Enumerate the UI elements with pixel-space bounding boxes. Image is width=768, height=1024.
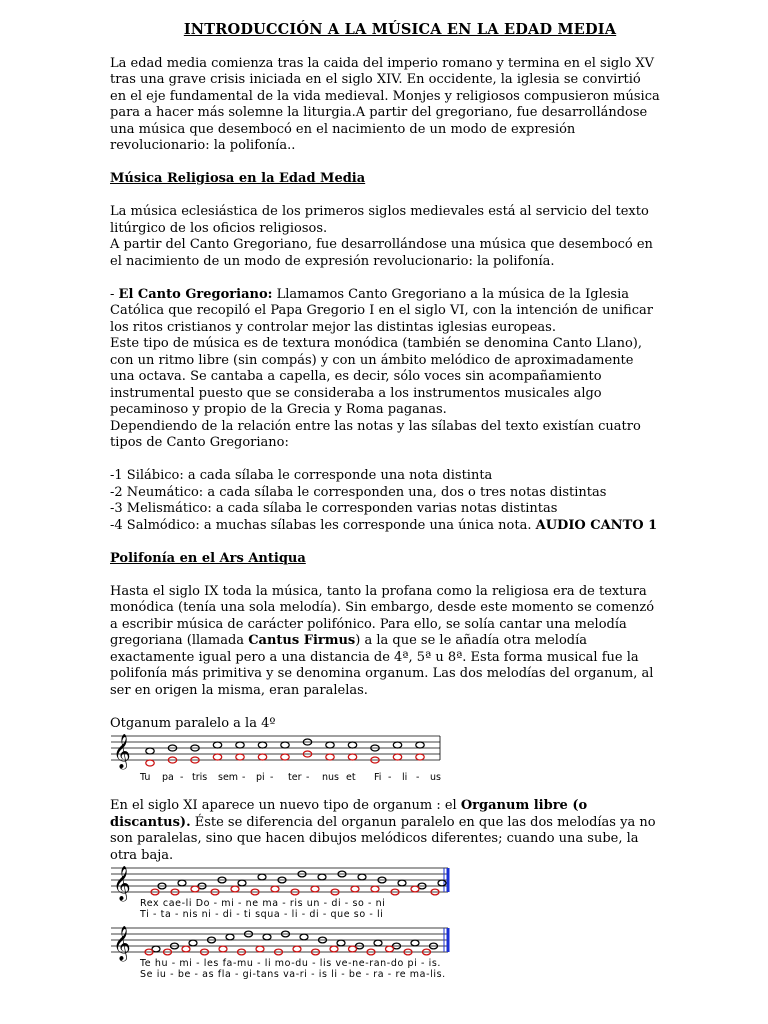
page-title: INTRODUCCIÓN A LA MÚSICA EN LA EDAD MEDIA [183,21,617,38]
note-head [146,748,154,754]
note-head [213,754,221,760]
note-head [393,754,401,760]
note-head [386,946,394,952]
note-head [416,742,424,748]
note-head [189,940,197,946]
note-head [238,880,246,886]
lyric-syllable: sem [218,772,239,783]
score-lyric-line: Rex cae-li Do - mi - ne ma - ris un - di - so - ni [140,898,386,909]
note-head [256,946,264,952]
treble-clef-icon: 𝄞 [113,926,131,961]
lyric-syllable: tris [192,772,208,783]
organum-libre-term: Organum libre (o discantus). [110,798,588,830]
lyric-syllable: - [306,772,310,783]
note-head [326,742,334,748]
types-intro-paragraph: Dependiendo de la relación entre las notas y las sílabas del texto existían cuatro tipos de Canto Gregoriano: [110,418,641,450]
note-head [348,742,356,748]
polyphony-paragraph [110,584,660,700]
chant-type-item: -2 Neumático: a cada sílaba le corresponden una, dos o tres notas distintas [110,484,607,500]
gregorian-dash: - [110,286,119,302]
note-head [258,874,266,880]
document-page [110,22,660,984]
lyric-syllable: Tu [140,772,151,783]
note-head [226,934,234,940]
texture-paragraph: Este tipo de música es de textura monódica (también se denomina Canto Llano), con un ritmo libre (sin compás) y con un ámbito melódico de aproximadamente una octava. Se cantaba a capella, es decir, sólo voces sin acompañamiento instrumental puesto que se consideraba a los instrumentos musicales algo pecaminoso y propio de la Grecia y Roma paganas. [110,336,642,417]
note-head [178,880,186,886]
note-head [236,742,244,748]
treble-clef-icon: 𝄞 [113,866,131,901]
note-head [258,754,266,760]
lyric-syllable: us [430,772,441,783]
free-organum-paragraph [110,798,660,864]
lyric-syllable: li [402,772,408,783]
note-head [318,874,326,880]
note-head [393,742,401,748]
note-head [213,742,221,748]
religious-paragraph-2: A partir del Canto Gregoriano, fue desarrollándose una música que desembocó en el nacimiento de un modo de expresión revolucionario: la polifonía. [110,237,653,269]
gregorian-chant-definition: Llamamos Canto Gregoriano a la música de la Iglesia Católica que recopiló el Papa Gregorio I en el siglo VI, con la intención de unificar los ritos cristianos y controlar mejor las distintas iglesias europeas. [110,286,653,335]
lyric-syllable: ter [288,772,302,783]
note-head [411,940,419,946]
chant-type-item: -3 Melismático: a cada sílaba le corresponden varias notas distintas [110,501,558,516]
example-label: Otganum paralelo a la 4º [110,715,276,731]
treble-clef-icon: 𝄞 [113,734,131,769]
parallel-organum-staff [110,732,450,784]
note-head [219,946,227,952]
note-head [263,934,271,940]
cantus-firmus-term: Cantus Firmus [248,633,356,648]
note-head [300,934,308,940]
note-head [281,742,289,748]
note-head [330,946,338,952]
note-head [231,886,239,892]
note-head [351,886,359,892]
free-organum-text-b: Éste se diferencia del organun paralelo en que las dos melodías ya no son paralelas, sino que hacen dibujos melódicos diferentes; cuando una sube, la otra baja. [110,814,656,863]
chant-type-item [110,518,660,535]
chant-type-text: -4 Salmódico: a muchas sílabas les corresponde una única nota. [110,517,536,533]
audio-canto-link[interactable]: AUDIO CANTO 1 [535,517,658,533]
intro-paragraph: La edad media comienza tras la caida del imperio romano y termina en el siglo XV tras una grave crisis iniciada en el siglo XIV. En occidente, la iglesia se convirtió en el eje fundamental de la vida medieval. Monjes y religiosos compusieron música para a hacer más solemne la liturgia.A partir del gregoriano, fue desarrollándose una música que desembocó en el nacimiento de un modo de expresión revolucionario: la polifonía.. [110,55,660,153]
lyric-syllable: nus [322,772,339,783]
parallel-organum-score [110,732,660,784]
note-head [293,946,301,952]
note-head [281,754,289,760]
lyric-syllable: - [388,772,392,783]
note-head [348,754,356,760]
discantus-score [110,864,660,984]
note-head [182,946,190,952]
score-lyric-line: Se iu - be - as fla - gi-tans va-ri - is li - be - ra - re ma-lis. [140,969,446,980]
religious-paragraph-1: La música eclesiástica de los primeros siglos medievales está al servicio del texto litúrgico de los oficios religiosos. [110,204,649,236]
note-head [258,742,266,748]
section-title-polyphony: Polifonía en el Ars Antiqua [110,550,306,566]
note-head [326,754,334,760]
discantus-staff [110,864,455,984]
polyphony-text-b: ) a la que se le añadía otra melodía exactamente igual pero a una distancia de 4ª, 5ª u 8ª. Esta forma musical fue la polifonía más primitiva y se denomina organum. Las dos melodías del organum, al ser en origen la misma, eran paralelas. [110,633,654,698]
note-head [411,886,419,892]
note-head [337,940,345,946]
note-head [146,760,154,766]
note-head [416,754,424,760]
note-head [398,880,406,886]
score-lyric-line: Te hu - mi - les fa-mu - li mo-du - lis ve-ne-ran-do pi - is. [140,958,442,969]
polyphony-text-a: Hasta el siglo IX toda la música, tanto la profana como la religiosa era de textura monódica (tenía una sola melodía). Sin embargo, desde este momento se comenzó a escribir música de carácter polifónico. Para ello, se solía cantar una melodía gregoriana (llamada [110,583,655,648]
note-head [191,886,199,892]
note-head [371,886,379,892]
note-head [438,880,446,886]
lyric-syllable: - [416,772,420,783]
section-title-religious-music: Música Religiosa en la Edad Media [110,171,366,186]
gregorian-chant-term: El Canto Gregoriano: [118,286,273,302]
lyric-syllable: et [346,772,356,783]
lyric-syllable: pi [256,772,265,783]
lyric-syllable: - [242,772,246,783]
note-head [374,940,382,946]
chant-type-item: -1 Silábico: a cada sílaba le corresponde una nota distinta [110,468,493,483]
note-head [358,874,366,880]
lyric-syllable: - [270,772,274,783]
lyric-syllable: pa [162,772,174,783]
lyric-syllable: Fi [374,772,382,783]
free-organum-text-a: En el siglo XI aparece un nuevo tipo de organum : el [110,798,461,813]
note-head [271,886,279,892]
gregorian-chant-paragraph [110,287,660,337]
note-head [311,886,319,892]
note-head [236,754,244,760]
lyric-syllable: - [180,772,184,783]
note-head [349,946,357,952]
score-lyric-line: Ti - ta - nis ni - di - ti squa - li - di - que so - li [140,909,384,920]
